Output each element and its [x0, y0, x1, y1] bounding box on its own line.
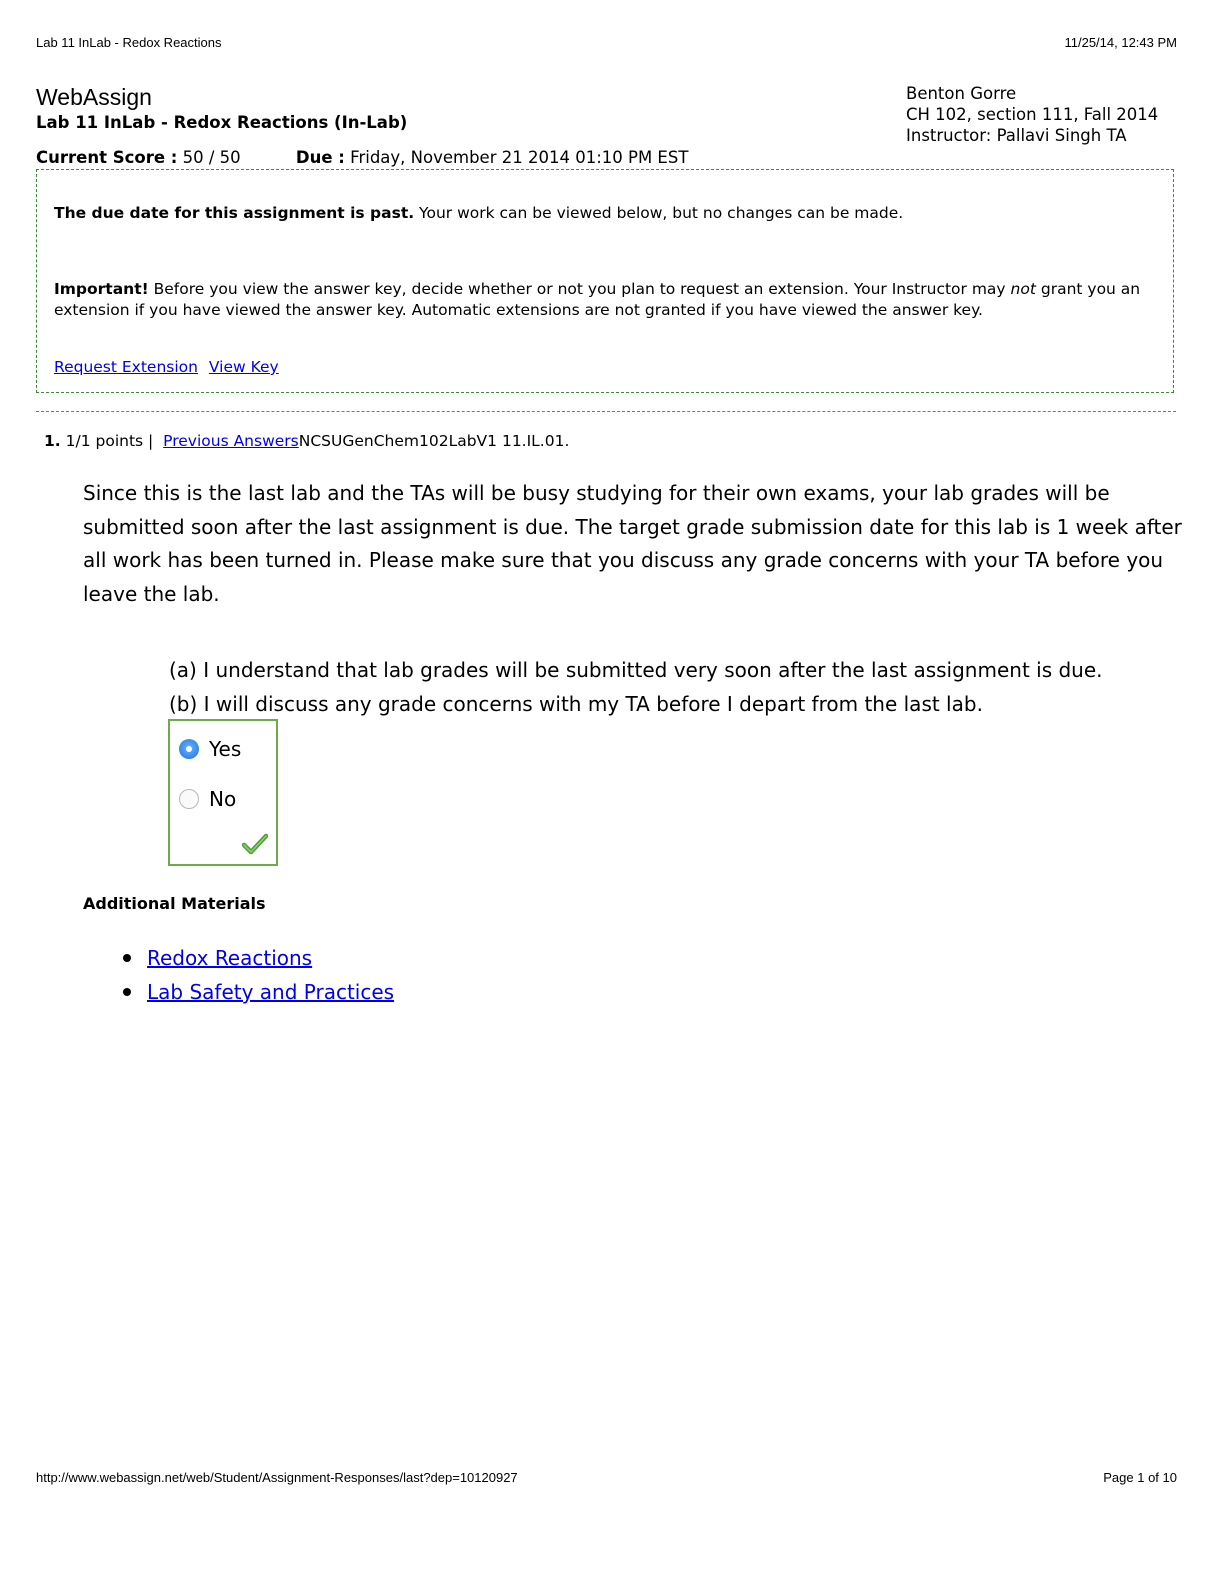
- question-part-b: (b) I will discuss any grade concerns with my TA before I depart from the last lab.: [169, 691, 983, 716]
- important-label: Important!: [54, 280, 149, 298]
- brand-logo-text: WebAssign: [36, 84, 152, 110]
- due-value: Friday, November 21 2014 01:10 PM EST: [350, 148, 689, 167]
- list-item: [123, 941, 394, 975]
- question-number: 1.: [44, 432, 61, 450]
- radio-selected-icon[interactable]: [179, 739, 199, 759]
- option-no[interactable]: [179, 787, 236, 811]
- score-value: 50 / 50: [182, 148, 241, 167]
- print-page-number: Page 1 of 10: [1103, 1470, 1177, 1485]
- past-due-bold: The due date for this assignment is past.: [54, 204, 415, 222]
- assignment-title: Lab 11 InLab - Redox Reactions (In-Lab): [36, 113, 408, 132]
- redox-reactions-link[interactable]: Redox Reactions: [147, 946, 313, 970]
- print-header: [36, 35, 1177, 50]
- user-name: Benton Gorre: [906, 84, 1017, 103]
- additional-materials-list: [123, 941, 394, 1009]
- option-yes[interactable]: [179, 737, 241, 761]
- option-no-label: No: [209, 787, 237, 811]
- score-label: Current Score :: [36, 148, 178, 167]
- print-page-title: Lab 11 InLab - Redox Reactions: [36, 35, 222, 50]
- notice-box: [36, 169, 1174, 393]
- answer-box: [168, 719, 278, 866]
- question-parts: [169, 654, 1103, 721]
- list-item: [123, 975, 394, 1009]
- notice-links: [54, 358, 285, 376]
- additional-materials-title: Additional Materials: [83, 894, 266, 913]
- question-text: Since this is the last lab and the TAs will be busy studying for their own exams, your lab grades will be submitted soon after the last assignment is due. The target grade submission date for this lab is 1 week after all work has been turned in. Please make sure that you discuss any grade concerns with your TA before you leave the lab.: [83, 481, 1182, 606]
- user-info: [906, 83, 1158, 146]
- print-footer: [36, 1470, 1177, 1485]
- print-url: http://www.webassign.net/web/Student/Assignment-Responses/last?dep=10120927: [36, 1470, 518, 1485]
- question-code: NCSUGenChem102LabV1 11.IL.01.: [298, 432, 570, 450]
- question-header: [44, 432, 569, 450]
- instructor-info: Instructor: Pallavi Singh TA: [906, 126, 1127, 145]
- radio-unselected-icon[interactable]: [179, 789, 199, 809]
- question-points: 1/1 points: [65, 432, 144, 450]
- course-info: CH 102, section 111, Fall 2014: [906, 105, 1159, 124]
- past-due-notice: [54, 204, 903, 222]
- important-italic: not: [1010, 280, 1036, 298]
- past-due-text: Your work can be viewed below, but no changes can be made.: [414, 204, 904, 222]
- option-yes-label: Yes: [209, 737, 242, 761]
- score-due-line: [36, 148, 688, 167]
- important-notice: [54, 279, 1154, 321]
- lab-safety-link[interactable]: Lab Safety and Practices: [147, 980, 395, 1004]
- request-extension-link[interactable]: Request Extension: [54, 358, 198, 376]
- previous-answers-link[interactable]: Previous Answers: [163, 432, 299, 450]
- points-divider: |: [148, 432, 154, 450]
- important-text-1: Before you view the answer key, decide whether or not you plan to request an extension. Your Instructor may: [148, 280, 1011, 298]
- due-label: Due :: [295, 148, 345, 167]
- print-datetime: 11/25/14, 12:43 PM: [1064, 35, 1177, 50]
- important-text-2: grant you an extension if you have viewed the answer key. Automatic extensions are not granted if you have viewed the answer key.: [54, 280, 1141, 319]
- section-divider: [36, 411, 1176, 412]
- question-part-a: (a) I understand that lab grades will be submitted very soon after the last assignment is due.: [169, 658, 1103, 682]
- view-key-link[interactable]: View Key: [208, 358, 279, 376]
- checkmark-icon: [242, 833, 268, 859]
